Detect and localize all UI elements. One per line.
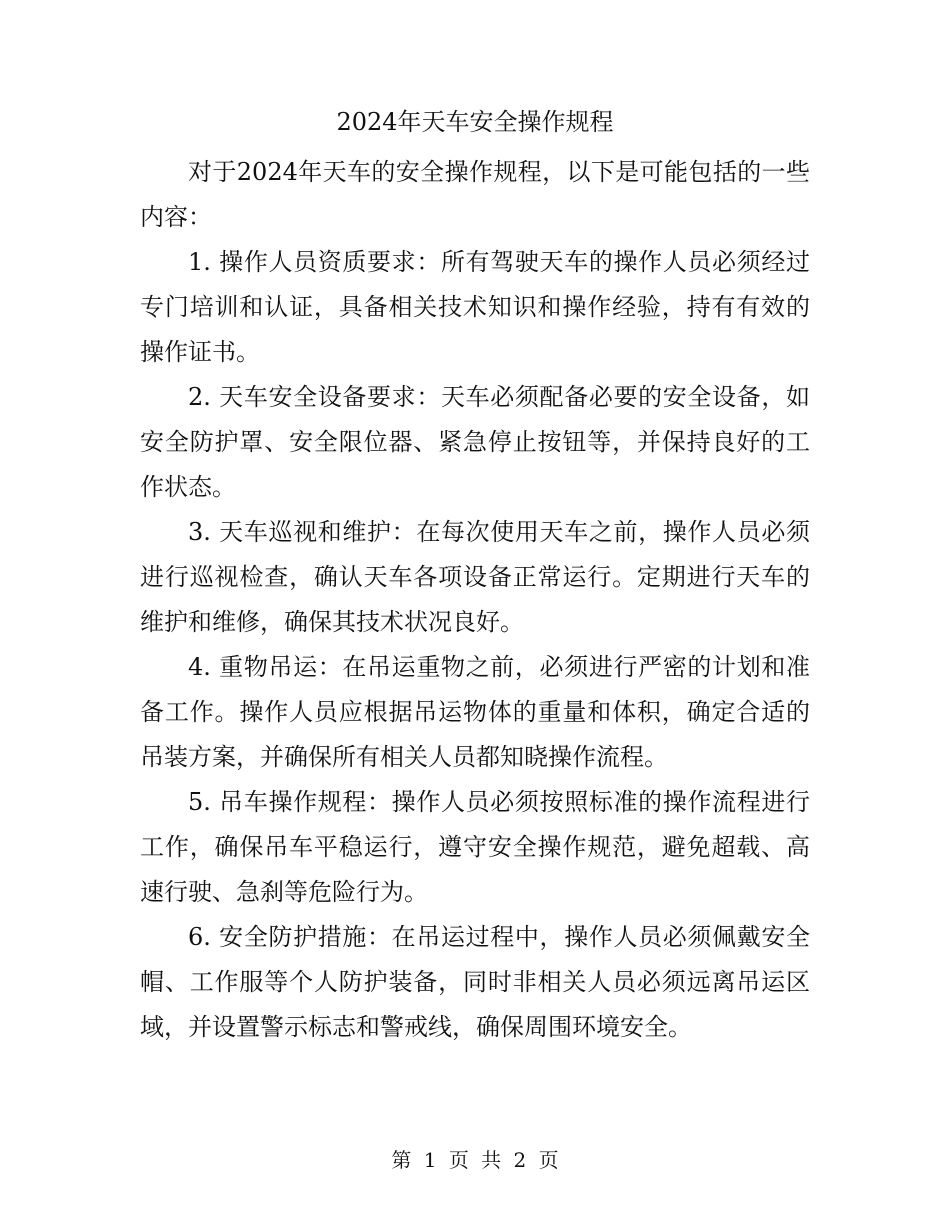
paragraph-crane-operation: 5. 吊车操作规程：操作人员必须按照标准的操作流程进行工作，确保吊车平稳运行，遵守安全操作规范，避免超载、高速行驶、急刹等危险行为。 xyxy=(140,788,810,906)
paragraph-safety-equipment: 2. 天车安全设备要求：天车必须配备必要的安全设备，如安全防护罩、安全限位器、紧急停止按钮等，并保持良好的工作状态。 xyxy=(140,383,810,501)
paragraph-safety-protection: 6. 安全防护措施：在吊运过程中，操作人员必须佩戴安全帽、工作服等个人防护装备，同时非相关人员必须远离吊运区域，并设置警示标志和警戒线，确保周围环境安全。 xyxy=(140,923,810,1041)
document-body xyxy=(140,150,810,1050)
document-title: 2024年天车安全操作规程 xyxy=(336,108,614,136)
paragraph-inspection-maintenance: 3. 天车巡视和维护：在每次使用天车之前，操作人员必须进行巡视检查，确认天车各项设备正常运行。定期进行天车的维护和维修，确保其技术状况良好。 xyxy=(140,518,810,636)
paragraph-heavy-lifting: 4. 重物吊运：在吊运重物之前，必须进行严密的计划和准备工作。操作人员应根据吊运物体的重量和体积，确定合适的吊装方案，并确保所有相关人员都知晓操作流程。 xyxy=(140,653,810,771)
page-footer: 第 1 页 共 2 页 xyxy=(391,1148,559,1172)
paragraph-operator-qualification: 1. 操作人员资质要求：所有驾驶天车的操作人员必须经过专门培训和认证，具备相关技术知识和操作经验，持有有效的操作证书。 xyxy=(140,248,810,366)
intro-paragraph: 对于2024年天车的安全操作规程，以下是可能包括的一些内容： xyxy=(140,158,810,231)
